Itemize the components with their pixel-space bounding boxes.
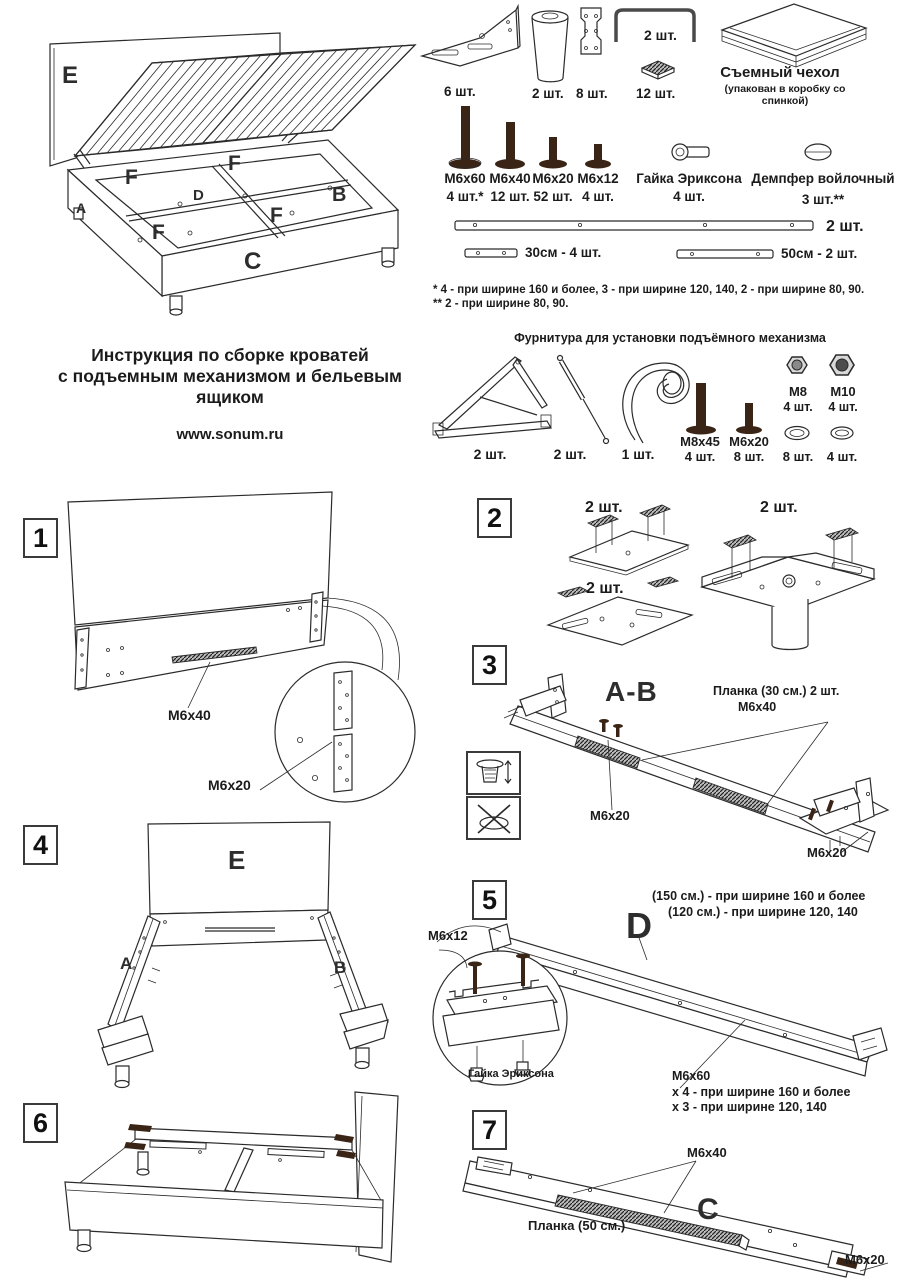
bolt-qty-3: 52 шт. <box>533 189 573 204</box>
erikson-nut-icon <box>672 144 709 160</box>
step4-b: B <box>334 958 347 977</box>
cover-title: Съемный чехол <box>720 64 840 81</box>
bolts-row-icons <box>420 100 900 172</box>
step3-title: A-B <box>605 676 658 707</box>
bolt-label-3: М6х20 <box>532 171 574 186</box>
step1-m6x20: М6х20 <box>208 777 251 793</box>
step2-qty1: 2 шт. <box>585 499 623 516</box>
gas-strut-icon <box>558 356 609 444</box>
strap-qty: 1 шт. <box>621 446 655 462</box>
m8-qty: 4 шт. <box>783 400 813 414</box>
step6-number: 6 <box>23 1103 58 1143</box>
m6x20-label: М6х20 <box>729 434 769 449</box>
bolt-label-1: М6х60 <box>444 171 486 186</box>
step7-c: C <box>697 1193 719 1226</box>
bolt-m6x20b-icon <box>736 403 762 434</box>
overview-label-f4: F <box>270 204 283 227</box>
step4-a: A <box>120 954 133 973</box>
step5-note1: (150 см.) - при ширине 160 и более <box>652 889 866 903</box>
bolt-m6x20-icon <box>539 137 567 169</box>
washer-8-icon <box>785 427 809 440</box>
leg-icon <box>532 11 568 82</box>
step3-drawing <box>460 640 900 875</box>
step1-number: 1 <box>23 518 58 558</box>
slat-50cm-icon <box>677 250 773 258</box>
strap-icon <box>623 363 689 443</box>
step7-number: 7 <box>472 1110 507 1150</box>
bolt-m6x12-icon <box>585 144 611 169</box>
washer4-qty: 4 шт. <box>826 449 858 464</box>
step4-number: 4 <box>23 825 58 865</box>
overview-label-e: E <box>62 62 79 89</box>
lift-mechanism-icon <box>433 357 551 438</box>
step5-m6x60-note2: х 3 - при ширине 120, 140 <box>672 1100 827 1114</box>
step5-note2: (120 см.) - при ширине 120, 140 <box>668 905 858 919</box>
bolt-qty-6: 3 шт.** <box>801 192 845 207</box>
step5-m6x60: М6х60 <box>672 1069 711 1083</box>
step5-d: D <box>626 905 652 946</box>
bolt-m6x60-icon <box>449 106 481 169</box>
long-slat-qty: 2 шт. <box>826 218 864 235</box>
step3-m6x20-left: М6х20 <box>590 808 630 823</box>
bolt-m6x40-icon <box>495 122 525 169</box>
step7-m6x20: М6х20 <box>845 1252 885 1267</box>
m10-label: М10 <box>830 384 856 399</box>
lift-title: Фурнитура для установки подъёмного механизма <box>514 331 826 345</box>
step5-gayka: Гайка Эриксона <box>468 1068 554 1080</box>
slat30-label: 30см - 4 шт. <box>525 245 602 260</box>
qty-u-bracket: 2 шт. <box>644 27 677 43</box>
step4-e: E <box>228 845 246 875</box>
qty-leg: 2 шт. <box>532 86 564 101</box>
washer-4-icon <box>831 427 853 439</box>
m8x45-label: М8х45 <box>680 434 720 449</box>
step3-planka: Планка (30 см.) 2 шт. <box>713 684 840 698</box>
step2-number: 2 <box>477 498 512 538</box>
doc-title-line2: с подъемным механизмом и бельевым ящиком <box>58 366 402 407</box>
cover-subtitle: (упакован в коробку со спинкой) <box>724 83 846 107</box>
qty-plate: 8 шт. <box>576 86 608 101</box>
overview-label-b: B <box>332 184 347 206</box>
step2-drawing <box>540 495 890 660</box>
step1-m6x40: М6х40 <box>168 707 211 723</box>
step5-number: 5 <box>472 880 507 920</box>
nut-m8-icon <box>787 357 807 373</box>
qty-felt-pad: 12 шт. <box>636 86 676 101</box>
felt-pad-icon <box>642 61 674 79</box>
overview-label-a: A <box>76 200 87 216</box>
overview-label-f2: F <box>228 152 241 175</box>
bolt-qty-1: 4 шт.* <box>446 189 484 204</box>
m8-label: М8 <box>788 384 808 399</box>
step7-m6x40: М6х40 <box>687 1145 727 1160</box>
step7-planka: Планка (50 см.) <box>528 1218 626 1233</box>
bolt-label-4: М6х12 <box>577 171 619 186</box>
slat50-label: 50см - 2 шт. <box>781 246 858 261</box>
bolt-label-2: М6х40 <box>489 171 531 186</box>
m10-qty: 4 шт. <box>828 400 858 414</box>
corner-bracket-icon <box>422 6 520 66</box>
step5-m6x60-note1: х 4 - при ширине 160 и более <box>672 1085 851 1099</box>
slat-30cm-icon <box>465 249 517 257</box>
bolt-qty-4: 4 шт. <box>582 189 614 204</box>
mech-qty: 2 шт. <box>473 446 507 462</box>
step7-drawing <box>440 1135 900 1280</box>
strut-qty: 2 шт. <box>553 446 587 462</box>
step3-m6x40: М6х40 <box>738 700 777 714</box>
corner-plate-leg-icon <box>702 528 874 650</box>
lift-icons <box>425 345 895 455</box>
long-slat-icon <box>455 221 813 230</box>
mending-plate-icon <box>581 8 601 54</box>
cover-icon <box>722 4 866 67</box>
nut-m10-icon <box>830 355 854 375</box>
qty-corner-bracket: 6 шт. <box>444 84 476 99</box>
bolt-label-6: Демпфер войлочный <box>751 171 895 186</box>
overview-label-d: D <box>193 187 204 204</box>
overview-label-f3: F <box>152 221 165 244</box>
note-1: * 4 - при ширине 160 и более, 3 - при ширине 120, 140, 2 - при ширине 80, 90. <box>433 284 865 296</box>
website: www.sonum.ru <box>176 426 284 443</box>
m8x45-qty: 4 шт. <box>684 449 716 464</box>
bolt-qty-2: 12 шт. <box>490 189 530 204</box>
step3-number: 3 <box>472 645 507 685</box>
doc-title-line1: Инструкция по сборке кроватей <box>91 345 369 365</box>
step1-drawing <box>60 490 420 820</box>
damper-icon <box>805 144 831 160</box>
step2-qty3: 2 шт. <box>586 580 624 597</box>
step5-m6x12: М6х12 <box>428 928 468 943</box>
step6-drawing <box>30 1090 420 1280</box>
overview-label-c: C <box>244 248 262 275</box>
bolt-label-5: Гайка Эриксона <box>636 171 742 186</box>
bolt-m8x45-icon <box>686 383 716 435</box>
note-2: ** 2 - при ширине 80, 90. <box>433 298 569 310</box>
overview-label-f1: F <box>125 166 138 189</box>
step3-m6x20-right: М6х20 <box>807 845 847 860</box>
washer8-qty: 8 шт. <box>782 449 814 464</box>
bolt-qty-5: 4 шт. <box>673 189 705 204</box>
m6x20-qty: 8 шт. <box>733 449 765 464</box>
step2-qty2: 2 шт. <box>760 499 798 516</box>
title-block <box>25 345 435 443</box>
